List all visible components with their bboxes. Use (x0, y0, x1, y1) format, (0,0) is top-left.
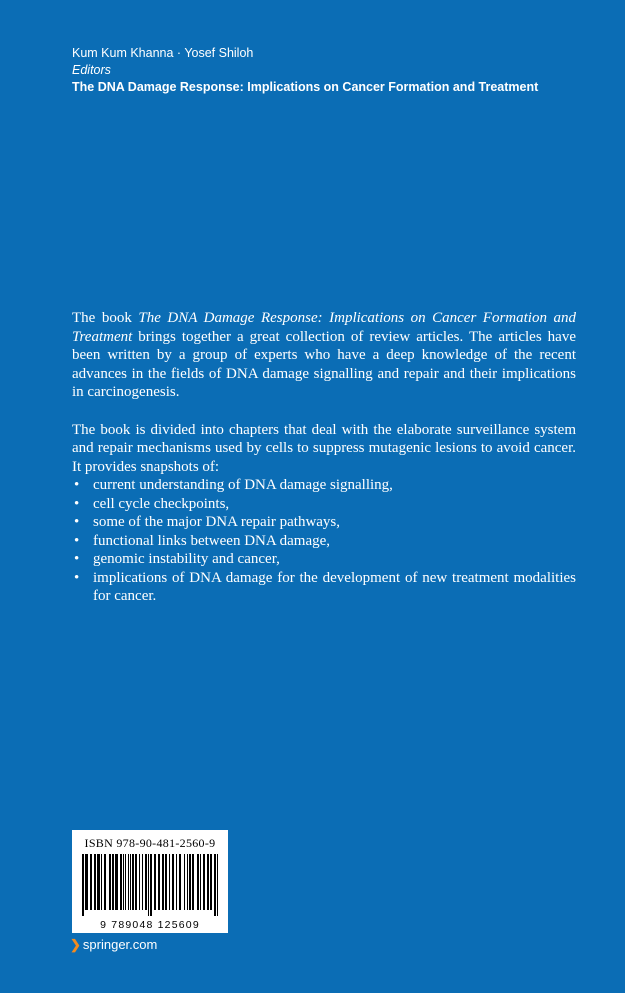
barcode-bar (82, 854, 84, 916)
editors-label: Editors (72, 63, 111, 77)
barcode-graphic (78, 854, 222, 916)
barcode-bar (189, 854, 191, 910)
barcode-bar (104, 854, 106, 910)
barcode-bar (214, 854, 216, 916)
topic-item: • functional links between DNA damage, (72, 532, 576, 551)
barcode-bar (115, 854, 118, 910)
barcode-bar (172, 854, 174, 910)
cover-header (72, 45, 538, 96)
book-title: The DNA Damage Response: Implications on Cancer Formation and Treatment (72, 80, 539, 94)
p1-book-title: The DNA Damage Response: Implications on Cancer Formation and Treatment (72, 310, 576, 345)
description-paragraph-1 (72, 309, 576, 402)
barcode-bar (132, 854, 134, 910)
barcode-bar (85, 854, 88, 910)
barcode-bar (94, 854, 96, 910)
p1-text-end: brings together a great collection of review articles. The articles have been written by a group of experts who have a deep knowledge of the recent advances in the fields of DNA damage signalling and repair and their implications in carcinogenesis. (72, 328, 576, 400)
topic-item: • current understanding of DNA damage signalling, (72, 476, 576, 495)
barcode-bar (217, 854, 218, 916)
isbn-barcode-box (72, 830, 228, 933)
topic-item: • implications of DNA damage for the development of new treatment modalities for cancer. (72, 569, 576, 606)
barcode-bar (142, 854, 143, 910)
barcode-bar (154, 854, 156, 910)
barcode-bar (130, 854, 131, 910)
barcode-bar (162, 854, 164, 910)
barcode-bar (135, 854, 137, 910)
barcode-bar (179, 854, 181, 910)
barcode-bar (210, 854, 212, 910)
barcode-bar (184, 854, 185, 910)
topic-item: • some of the major DNA repair pathways, (72, 513, 576, 532)
barcode-bar (169, 854, 170, 910)
barcode-bar (125, 854, 126, 910)
barcode-bar (148, 854, 149, 916)
isbn-label: ISBN 978-90-481-2560-9 (84, 836, 216, 850)
chevron-right-icon: ❯ (70, 937, 81, 952)
barcode-bar (123, 854, 124, 910)
barcode-bar (176, 854, 177, 910)
publisher-website[interactable] (70, 937, 157, 953)
barcode-bar (128, 854, 129, 910)
barcode-bar (109, 854, 111, 910)
barcode-digits: 9 789048 125609 (100, 919, 200, 931)
barcode-bar (101, 854, 102, 910)
topics-list (72, 476, 576, 606)
barcode-bar (192, 854, 194, 910)
authors: Kum Kum Khanna · Yosef Shiloh (72, 46, 254, 60)
description-paragraph-2: The book is divided into chapters that deal with the elaborate surveillance system and repair mechanisms used by cells to suppress mutagenic lesions to avoid cancer. It provides snapshots of: (72, 421, 576, 475)
barcode-bar (145, 854, 147, 910)
topic-item: • cell cycle checkpoints, (72, 495, 576, 514)
barcode-bar (207, 854, 209, 910)
barcode-bar (90, 854, 92, 910)
barcode-bar (197, 854, 199, 910)
topic-item: • genomic instability and cancer, (72, 550, 576, 569)
barcode-bar (187, 854, 188, 910)
barcode-bar (112, 854, 114, 910)
barcode-bar (120, 854, 122, 910)
barcode-bar (203, 854, 205, 910)
barcode-bar (165, 854, 167, 910)
website-link[interactable]: springer.com (82, 937, 158, 952)
barcode-bar (97, 854, 100, 910)
p1-text-start: The book (72, 310, 139, 326)
barcode-bar (158, 854, 160, 910)
barcode-bar (150, 854, 152, 916)
barcode-bar (139, 854, 140, 910)
barcode-bar (200, 854, 201, 910)
book-description (72, 309, 576, 606)
